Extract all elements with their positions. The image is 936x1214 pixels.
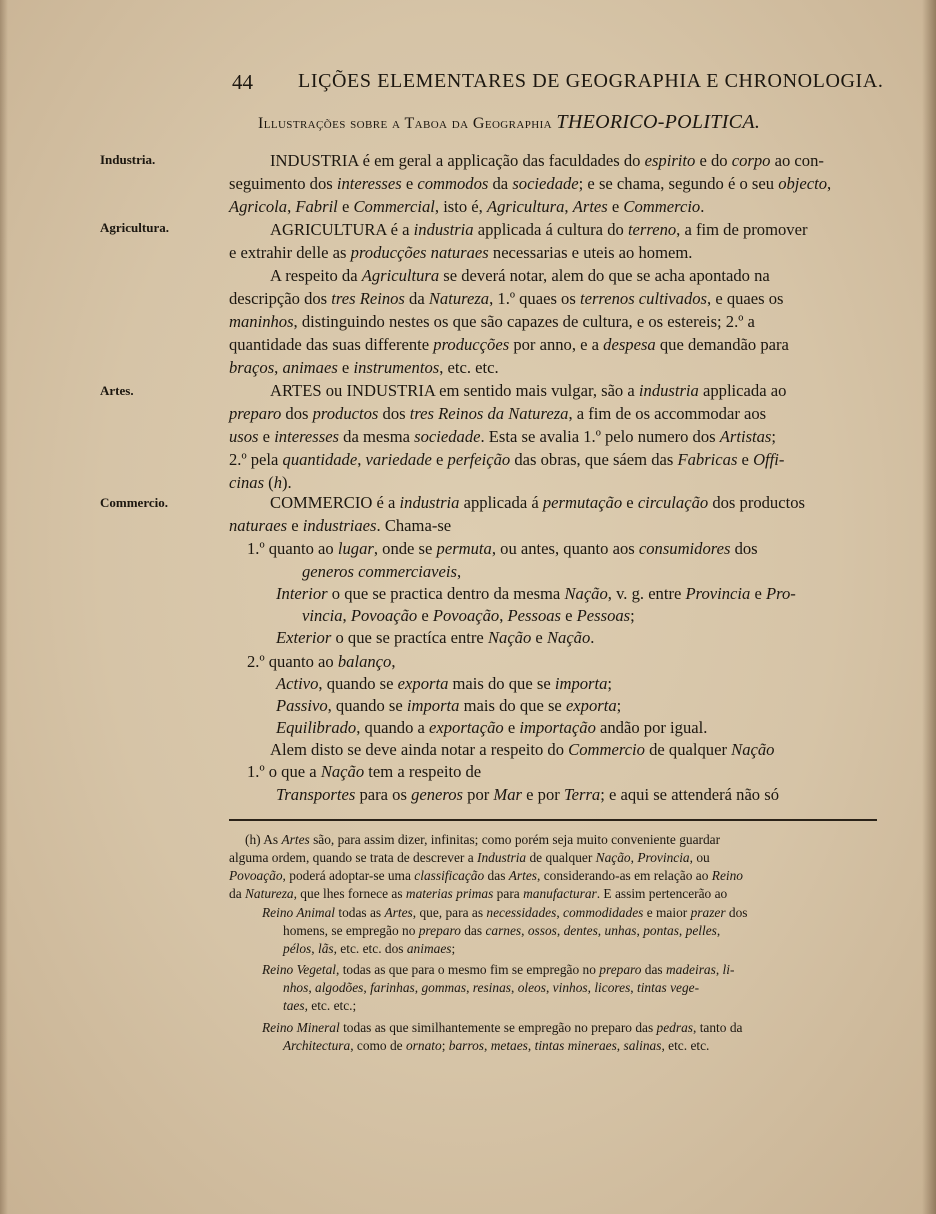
reino-mineral: Reino Mineral [262,1020,340,1035]
body-line: naturaes e industriaes. Chama-se [229,516,452,535]
footnote-line: (h) As Artes são, para assim dizer, infinitas; como porém seja muito conveniente guardar [245,832,721,847]
body-line: Activo, quando se exporta mais do que se importa; [276,674,613,693]
body-line: vincia, Povoação e Povoação, Pessoas e Pessoas; [302,606,635,625]
body-line: 2.º quanto ao balanço, [247,652,396,671]
footnote-line: Reino Animal todas as Artes, que, para as necessidades, commodidades e maior prazer dos [262,905,748,920]
body-line: descripção dos tres Reinos da Natureza, 1.º quaes os terrenos cultivados, e quaes os [229,289,784,308]
body-line: Transportes para os generos por Mar e por Terra; e aqui se attenderá não só [276,785,780,804]
footnote-marker: (h) [245,832,261,847]
reino-animal: Reino Animal [262,905,336,920]
margin-note-artes: Artes. [100,383,134,398]
body-line: cinas (h). [229,473,292,492]
footnote-line: homens, se empregão no preparo das carnes, ossos, dentes, unhas, pontas, pelles, [283,923,721,938]
body-line: Agricola, Fabril e Commercial, isto é, Agricultura, Artes e Commercio. [229,197,705,216]
running-title: LIÇÕES ELEMENTARES DE GEOGRAPHIA E CHRONOLOGIA. [298,70,884,92]
body-line: Equilibrado, quando a exportação e importação andão por igual. [276,718,708,737]
footnote-line: Architectura, como de ornato; barros, metaes, tintas mineraes, salinas, etc. etc. [283,1038,710,1053]
footnote-line: pélos, lãs, etc. etc. dos animaes; [283,941,456,956]
footnote-line: alguma ordem, quando se trata de descrever a Industria de qualquer Nação, Provincia, ou [229,850,710,865]
body-line: AGRICULTURA é a industria applicada á cultura do terreno, a fim de promover [270,220,808,239]
body-line: maninhos, distinguindo nestes os que são capazes de cultura, e os estereis; 2.º a [229,312,755,331]
section-subtitle [258,111,760,134]
footnote-line: Reino Mineral todas as que similhantemente se empregão no preparo das pedras, tanto da [262,1020,743,1035]
margin-note-commercio: Commercio. [100,495,168,510]
footnote-line: Povoação, poderá adoptar-se uma classificação das Artes, considerando-as em relação ao Reino [229,868,743,883]
body-line: 1.º quanto ao lugar, onde se permuta, ou antes, quanto aos consumidores dos [247,539,758,558]
body-line: ARTES ou INDUSTRIA em sentido mais vulgar, são a industria applicada ao [270,381,787,400]
body-line: 1.º o que a Nação tem a respeito de [247,762,482,781]
body-line: braços, animaes e instrumentos, etc. etc. [229,358,499,377]
reino-vegetal: Reino Vegetal [262,962,336,977]
footnote-line: nhos, algodões, farinhas, gommas, resinas, oleos, vinhos, licores, tintas vege- [283,980,700,995]
page-right-edge [922,0,936,1214]
footnote-line: Reino Vegetal, todas as que para o mesmo fim se empregão no preparo das madeiras, li- [262,962,735,977]
body-line: quantidade das suas differente producções por anno, e a despesa que demandão para [229,335,789,354]
body-line: 2.º pela quantidade, variedade e perfeição das obras, que sáem das Fabricas e Offi- [229,450,785,469]
footnote-rule [229,819,877,821]
body-line: Passivo, quando se importa mais do que se exporta; [276,696,622,715]
margin-note-industria: Industria. [100,152,156,167]
footnote-line: da Natureza, que lhes fornece as materias primas para manufacturar. E assim pertencerão ao [229,886,728,901]
body-line: seguimento dos interesses e commodos da sociedade; e se chama, segundo é o seu objecto, [229,174,832,193]
page-number: 44 [232,70,253,94]
body-line: Interior o que se practica dentro da mesma Nação, v. g. entre Provincia e Pro- [276,584,796,603]
body-line: INDUSTRIA é em geral a applicação das faculdades do espirito e do corpo ao con- [270,151,824,170]
body-line: Alem disto se deve ainda notar a respeito do Commercio de qualquer Nação [270,740,775,759]
footnote-line: taes, etc. etc.; [283,998,357,1013]
margin-note-agricultura: Agricultura. [100,220,169,235]
body-line: Exterior o que se practíca entre Nação e Nação. [276,628,595,647]
page-left-edge [0,0,8,1214]
body-line: generos commerciaveis, [302,562,462,581]
subtitle-lead: Illustrações sobre a Taboa da Geographia [258,115,552,132]
body-line: preparo dos productos dos tres Reinos da Natureza, a fim de os accommodar aos [229,404,767,423]
body-line: e extrahir delle as producções naturaes necessarias e uteis ao homem. [229,243,693,262]
body-line: A respeito da Agricultura se deverá notar, alem do que se acha apontado na [270,266,770,285]
body-line: usos e interesses da mesma sociedade. Esta se avalia 1.º pelo numero dos Artistas; [229,427,777,446]
body-line: COMMERCIO é a industria applicada á permutação e circulação dos productos [270,493,805,512]
subtitle-italic: THEORICO-POLITICA. [556,111,761,133]
